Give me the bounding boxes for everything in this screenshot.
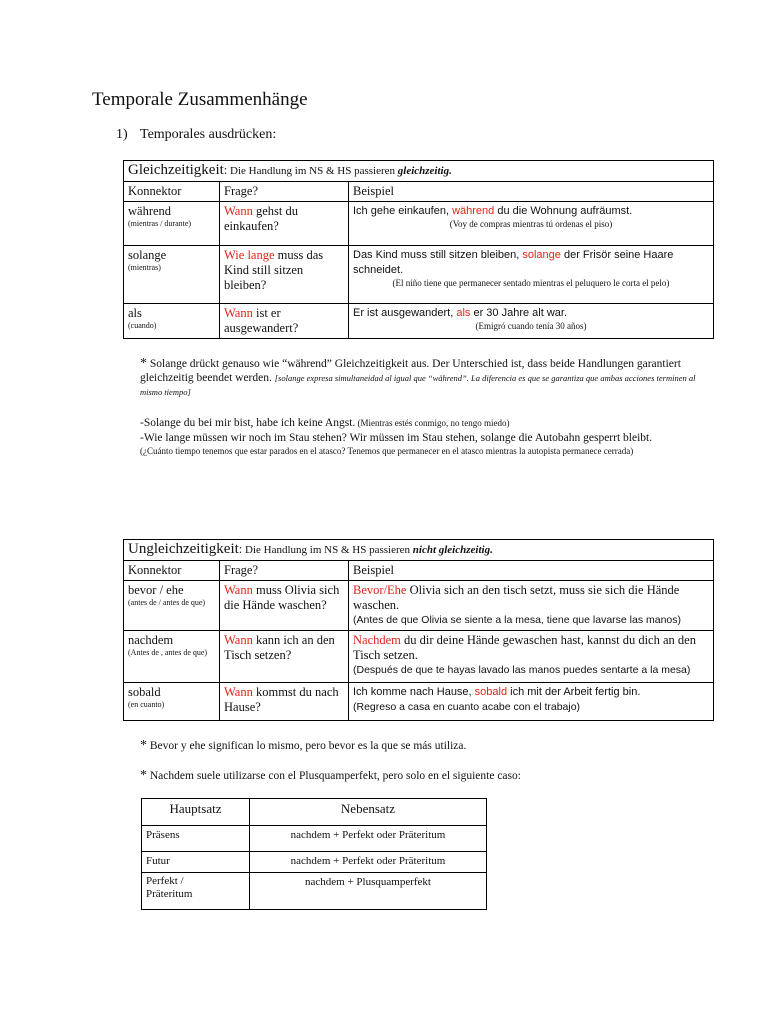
- section-number: 1): [116, 127, 128, 142]
- table-row: solange (mientras) Wie lange muss das Kind still sitzen bleiben? Das Kind muss still sitzen bleiben, solange der Frisör seine Haare schneidet. (El niño tiene que permanecer sentado mientras el peluquero le corta el pelo): [124, 246, 714, 304]
- section-title: Temporales ausdrücken:: [140, 127, 277, 142]
- table-title: Gleichzeitigkeit: [128, 162, 224, 178]
- ungleichzeitigkeit-table: [123, 539, 714, 721]
- tempus-table: [141, 798, 487, 910]
- table-row: sobald (en cuanto) Wann kommst du nach Hause? Ich komme nach Hause, sobald ich mit der Arbeit fertig bin. (Regreso a casa en cuanto acabe con el trabajo): [124, 683, 714, 721]
- table-row: Perfekt / Präteritum nachdem + Plusquamperfekt: [142, 873, 487, 910]
- note-solange: * Solange drückt genauso wie “während” Gleichzeitigkeit aus. Der Unterschied ist, dass beide Handlungen garantiert gleichzeitig beendet werden. [solange expresa simultaneidad al igual que “während”. La diferencia es que se garantiza que ambas acciones terminen al mismo tiempo]: [140, 356, 696, 397]
- page-title: Temporale Zusammenhänge: [92, 89, 308, 110]
- header-frage: Frage?: [220, 561, 349, 581]
- table-row: als (cuando) Wann ist er ausgewandert? Er ist ausgewandert, als er 30 Jahre alt war. (Emigró cuando tenía 30 años): [124, 304, 714, 339]
- table-title: Ungleichzeitigkeit: [128, 541, 239, 557]
- gleichzeitigkeit-table: [123, 160, 714, 339]
- note-nachdem: * Nachdem suele utilizarse con el Plusquamperfekt, pero solo en el siguiente caso:: [140, 768, 521, 783]
- example-2: -Wie lange müssen wir noch im Stau stehen? Wir müssen im Stau stehen, solange die Autobahn gesperrt bleibt.: [140, 432, 653, 444]
- table-row: Präsens nachdem + Perfekt oder Präteritum: [142, 826, 487, 852]
- header-beispiel: Beispiel: [349, 561, 714, 581]
- table-row: nachdem (Antes de , antes de que) Wann kann ich an den Tisch setzen? Nachdem du dir deine Hände gewaschen hast, kannst du dich an den Tisch setzen. (Después de que te hayas lavado las manos puedes sentarte a la mesa): [124, 631, 714, 683]
- table-title-cell: Ungleichzeitigkeit: Die Handlung im NS & HS passieren nicht gleichzeitig.: [124, 540, 714, 561]
- example-1: -Solange du bei mir bist, habe ich keine Angst. (Mientras estés conmigo, no tengo miedo): [140, 417, 510, 429]
- table-title-cell: Gleichzeitigkeit: Die Handlung im NS & HS passieren gleichzeitig.: [124, 161, 714, 182]
- example-2-translation: (¿Cuánto tiempo tenemos que estar parados en el atasco? Tenemos que permanecer en el atasco mientras la autopista permanece cerrada): [140, 446, 634, 456]
- table-row: Futur nachdem + Perfekt oder Präteritum: [142, 852, 487, 873]
- header-konnektor: Konnektor: [124, 561, 220, 581]
- header-hauptsatz: Hauptsatz: [142, 799, 250, 826]
- table-row: bevor / ehe (antes de / antes de que) Wann muss Olivia sich die Hände waschen? Bevor/Ehe Olivia sich an den tisch setzt, muss sie sich die Hände waschen. (Antes de que Olivia se siente a la mesa, tiene que lavarse las manos): [124, 581, 714, 631]
- header-beispiel: Beispiel: [349, 182, 714, 202]
- table-row: während (mientras / durante) Wann gehst du einkaufen? Ich gehe einkaufen, während du die Wohnung aufräumst. (Voy de compras mientras tú ordenas el piso): [124, 202, 714, 246]
- note-bevor-ehe: * Bevor y ehe significan lo mismo, pero bevor es la que se más utiliza.: [140, 738, 467, 753]
- header-nebensatz: Nebensatz: [250, 799, 487, 826]
- header-frage: Frage?: [220, 182, 349, 202]
- header-konnektor: Konnektor: [124, 182, 220, 202]
